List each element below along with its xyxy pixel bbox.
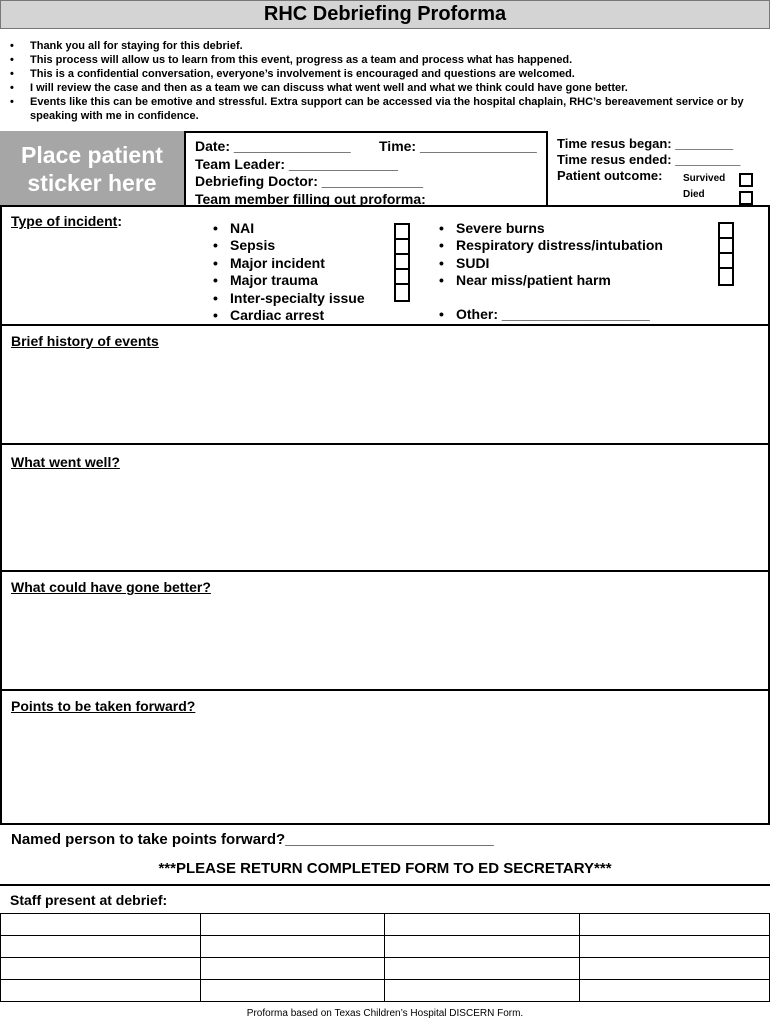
points-forward-section[interactable] — [0, 689, 770, 825]
incident-other-field[interactable]: • Other: ___________________ — [439, 306, 650, 323]
incident-sepsis: • Sepsis — [213, 237, 365, 254]
patient-sticker-area — [0, 131, 184, 207]
survived-checkbox[interactable] — [739, 173, 753, 187]
staff-cell[interactable] — [200, 936, 385, 958]
resus-outcome-box — [557, 136, 767, 200]
incident-checkbox[interactable] — [396, 255, 408, 270]
went-well-section[interactable] — [0, 443, 770, 572]
team-leader-field[interactable]: Team Leader: ______________ — [195, 155, 398, 172]
team-member-field[interactable]: Team member filling out proforma: __________ — [195, 190, 508, 207]
incident-major-incident: • Major incident — [213, 255, 365, 272]
staff-cell[interactable] — [200, 980, 385, 1002]
resus-began-field[interactable]: Time resus began: ________ — [557, 136, 734, 151]
staff-cell[interactable] — [1, 914, 201, 936]
return-note: ***PLEASE RETURN COMPLETED FORM TO ED SECRETARY*** — [158, 860, 612, 877]
incident-checkbox[interactable] — [720, 254, 732, 269]
table-row — [1, 958, 770, 980]
intro-item: • This process will allow us to learn from this event, progress as a team and process what has happened. — [8, 53, 763, 67]
named-person-field[interactable]: Named person to take points forward?_________________________ — [11, 831, 494, 848]
points-forward-section-title: Points to be taken forward? — [11, 698, 196, 714]
form-title: RHC Debriefing Proforma — [0, 0, 770, 29]
debriefing-doctor-field[interactable]: Debriefing Doctor: _____________ — [195, 173, 423, 189]
staff-cell[interactable] — [385, 936, 580, 958]
header-row — [0, 131, 770, 207]
staff-cell[interactable] — [385, 980, 580, 1002]
incident-checkbox[interactable] — [396, 225, 408, 240]
table-row — [1, 936, 770, 958]
intro-item: • I will review the case and then as a team we can discuss what went well and what we think could have gone better. — [8, 81, 763, 95]
patient-outcome-label: Patient outcome: — [557, 168, 663, 183]
staff-present-title: Staff present at debrief: — [10, 892, 168, 908]
incident-nai: • NAI — [213, 220, 365, 237]
went-well-section-title: What went well? — [11, 454, 120, 470]
staff-cell[interactable] — [580, 914, 770, 936]
time-field[interactable]: Time: _______________ — [379, 138, 537, 154]
staff-cell[interactable] — [200, 914, 385, 936]
intro-item: • Thank you all for staying for this debrief. — [8, 39, 763, 53]
resus-ended-field[interactable]: Time resus ended: _________ — [557, 152, 741, 167]
died-label: Died — [683, 189, 705, 200]
incident-checkbox[interactable] — [396, 240, 408, 255]
incident-checkbox[interactable] — [720, 269, 732, 284]
staff-cell[interactable] — [1, 936, 201, 958]
incident-checkbox[interactable] — [396, 285, 408, 300]
incident-section-title: Type of incident: — [11, 213, 122, 229]
date-field[interactable]: Date: _______________ — [195, 138, 351, 154]
incident-inter-specialty: • Inter-specialty issue — [213, 290, 365, 307]
sticker-line-2: sticker here — [27, 170, 157, 196]
staff-cell[interactable] — [580, 980, 770, 1002]
footer-note: Proforma based on Texas Children’s Hospital DISCERN Form. — [246, 1008, 524, 1019]
table-row — [1, 914, 770, 936]
staff-table — [0, 913, 770, 1002]
incident-checkbox-column-right[interactable] — [718, 222, 734, 286]
died-checkbox[interactable] — [739, 191, 753, 205]
staff-cell[interactable] — [580, 958, 770, 980]
incident-section — [0, 205, 770, 326]
incident-checkbox-column-left[interactable] — [394, 223, 410, 302]
incident-cardiac-arrest: • Cardiac arrest — [213, 307, 365, 324]
staff-cell[interactable] — [1, 958, 201, 980]
staff-cell[interactable] — [1, 980, 201, 1002]
staff-cell[interactable] — [580, 936, 770, 958]
survived-label: Survived — [683, 173, 726, 184]
incident-sudi: • SUDI — [439, 255, 663, 272]
incident-respiratory: • Respiratory distress/intubation — [439, 237, 663, 254]
gone-better-section-title: What could have gone better? — [11, 579, 211, 595]
sticker-line-1: Place patient — [21, 142, 163, 168]
incident-list-left — [213, 220, 365, 324]
incident-other — [439, 306, 650, 323]
incident-checkbox[interactable] — [720, 224, 732, 239]
intro-item: • Events like this can be emotive and stressful. Extra support can be accessed via the hospital chaplain, RHC’s bereavement service or by speaking with me in confidence. — [8, 95, 763, 123]
staff-cell[interactable] — [385, 958, 580, 980]
history-section-title: Brief history of events — [11, 333, 159, 349]
gone-better-section[interactable] — [0, 570, 770, 691]
intro-list — [8, 39, 763, 123]
incident-list-right — [439, 220, 663, 290]
history-section[interactable] — [0, 324, 770, 445]
divider — [0, 884, 770, 886]
incident-severe-burns: • Severe burns — [439, 220, 663, 237]
staff-cell[interactable] — [385, 914, 580, 936]
staff-cell[interactable] — [200, 958, 385, 980]
intro-item: • This is a confidential conversation, everyone’s involvement is encouraged and questions are welcomed. — [8, 67, 763, 81]
incident-major-trauma: • Major trauma — [213, 272, 365, 289]
incident-checkbox[interactable] — [720, 239, 732, 254]
meta-box — [184, 131, 548, 207]
incident-checkbox[interactable] — [396, 270, 408, 285]
incident-near-miss: • Near miss/patient harm — [439, 272, 663, 289]
table-row — [1, 980, 770, 1002]
